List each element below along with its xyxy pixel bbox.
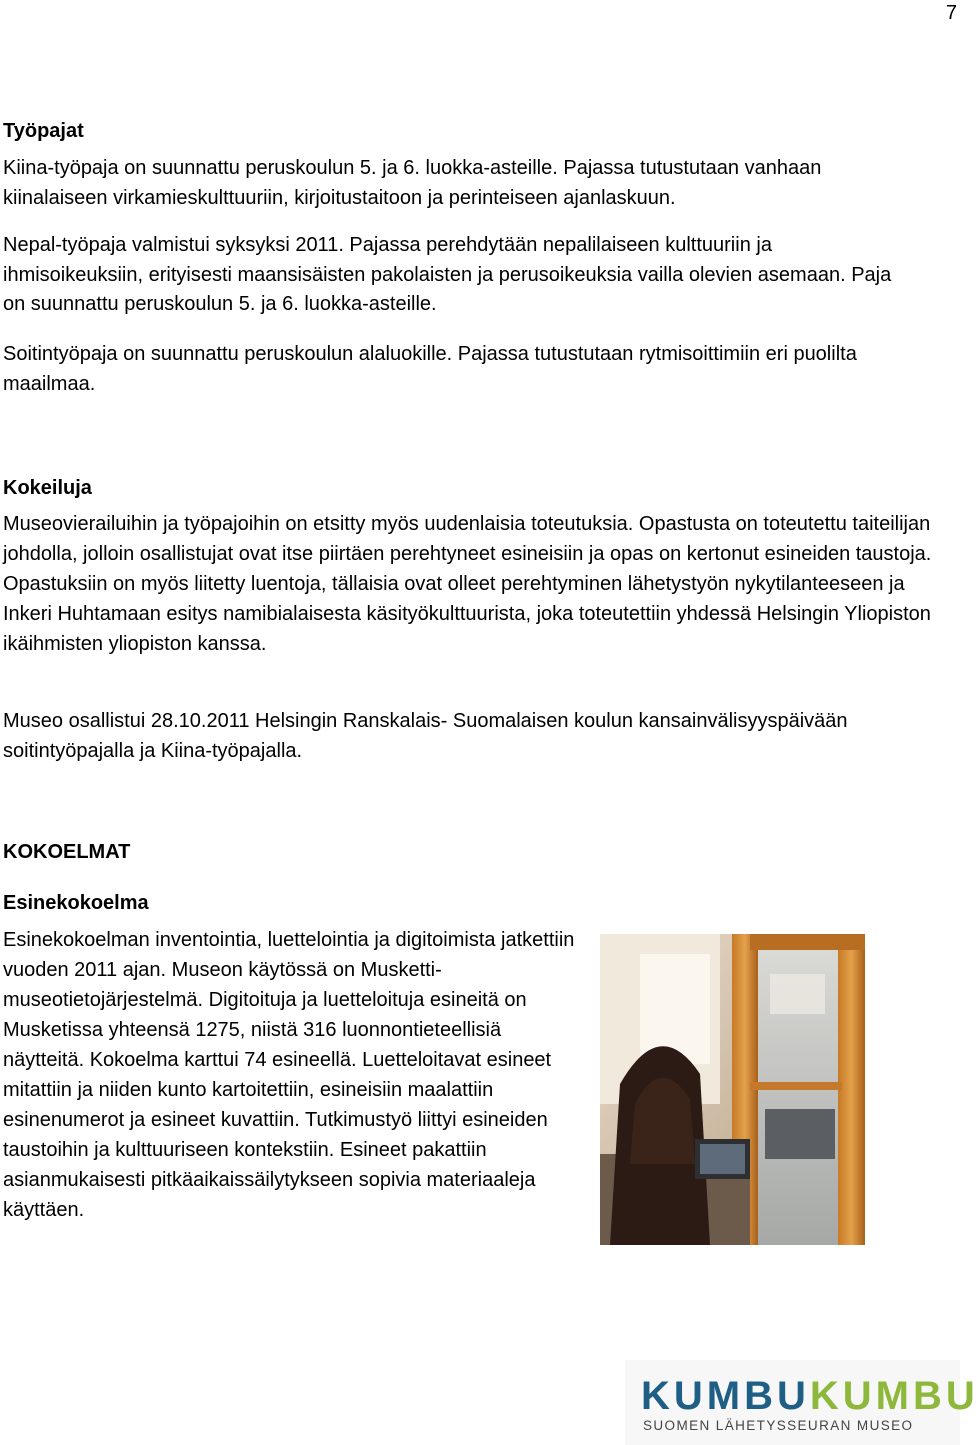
section-heading-kokoelmat: KOKOELMAT bbox=[3, 841, 131, 863]
paragraph-kokeiluja-toteutukset: Museovierailuihin ja työpajoihin on etsitty myös uudenlaisia toteutuksia. Opastusta on toteutettu taiteilijan johdolla, jolloin osallistujat ovat itse piirtäen perehtyneet esineisiin ja opas on kertonut esineiden taustoja. Opastuksiin on myös liitetty luentoja, tällaisia ovat olleet perehtyminen lähetystyön nykytilanteeseen ja Inkeri Huhtamaan esitys namibialaisesta käsityökulttuurista, joka toteutettiin yhdessä Helsingin Yliopiston ikäihmisten yliopiston kanssa. bbox=[3, 513, 932, 655]
section-heading-kokeiluja: Kokeiluja bbox=[3, 477, 92, 499]
logo-wordmark-part2: KUMBU bbox=[809, 1374, 979, 1418]
paragraph-esinekokoelma: Esinekokoelman inventointia, luettelointia ja digitoimista jatkettiin vuoden 2011 ajan. Museon käytössä on Musketti-museotietojärjestelmä. Digitoituja ja luetteloituja esineitä on Musketissa yhteensä 1275, niistä 316 luonnontieteellisiä näytteitä. Kokoelma karttui 74 esineellä. Luetteloitavat esineet mitattiin ja niiden kunto kartoitettiin, esineisiin maalattiin esinenumerot ja esineet kuvattiin. Tutkimustyö liittyi esineiden taustoihin ja kulttuuriseen kontekstiin. Esineet pakattiin asianmukaisesti pitkäaikaissäilytykseen sopivia materiaaleja käyttäen. bbox=[3, 929, 575, 1221]
collection-work-photo bbox=[600, 934, 865, 1245]
section-heading-tyopajat: Työpajat bbox=[3, 120, 84, 142]
paragraph-kokeiluja-kansainvalisyyspaiva: Museo osallistui 28.10.2011 Helsingin Ranskalais- Suomalaisen koulun kansainvälisyyspäivään soitintyöpajalla ja Kiina-työpajalla. bbox=[3, 710, 848, 762]
kumbukumbu-logo bbox=[625, 1360, 979, 1445]
logo-tagline: SUOMEN LÄHETYSSEURAN MUSEO bbox=[643, 1418, 914, 1433]
page-number: 7 bbox=[945, 2, 957, 24]
paragraph-soitintyopaja: Soitintyöpaja on suunnattu peruskoulun alaluokille. Pajassa tutustutaan rytmisoittimiin eri puolilta maailmaa. bbox=[3, 343, 857, 395]
paragraph-nepal-tyopaja: Nepal-työpaja valmistui syksyksi 2011. Pajassa perehdytään nepalilaiseen kulttuuriin ja ihmisoikeuksiin, erityisesti maansisäisten pakolaisten ja perusoikeuksia vailla olevien asemaan. Paja on suunnattu peruskoulun 5. ja 6. luokka-asteille. bbox=[3, 234, 892, 315]
logo-wordmark-part1: KUMBU bbox=[641, 1374, 810, 1418]
subheading-esinekokoelma: Esinekokoelma bbox=[3, 892, 149, 914]
logo-wordmark bbox=[641, 1374, 979, 1419]
paragraph-kiina-tyopaja: Kiina-työpaja on suunnattu peruskoulun 5. ja 6. luokka-asteille. Pajassa tutustutaan vanhaan kiinalaiseen virkamieskulttuuriin, kirjoitustaitoon ja perinteiseen ajanlaskuun. bbox=[3, 157, 822, 209]
